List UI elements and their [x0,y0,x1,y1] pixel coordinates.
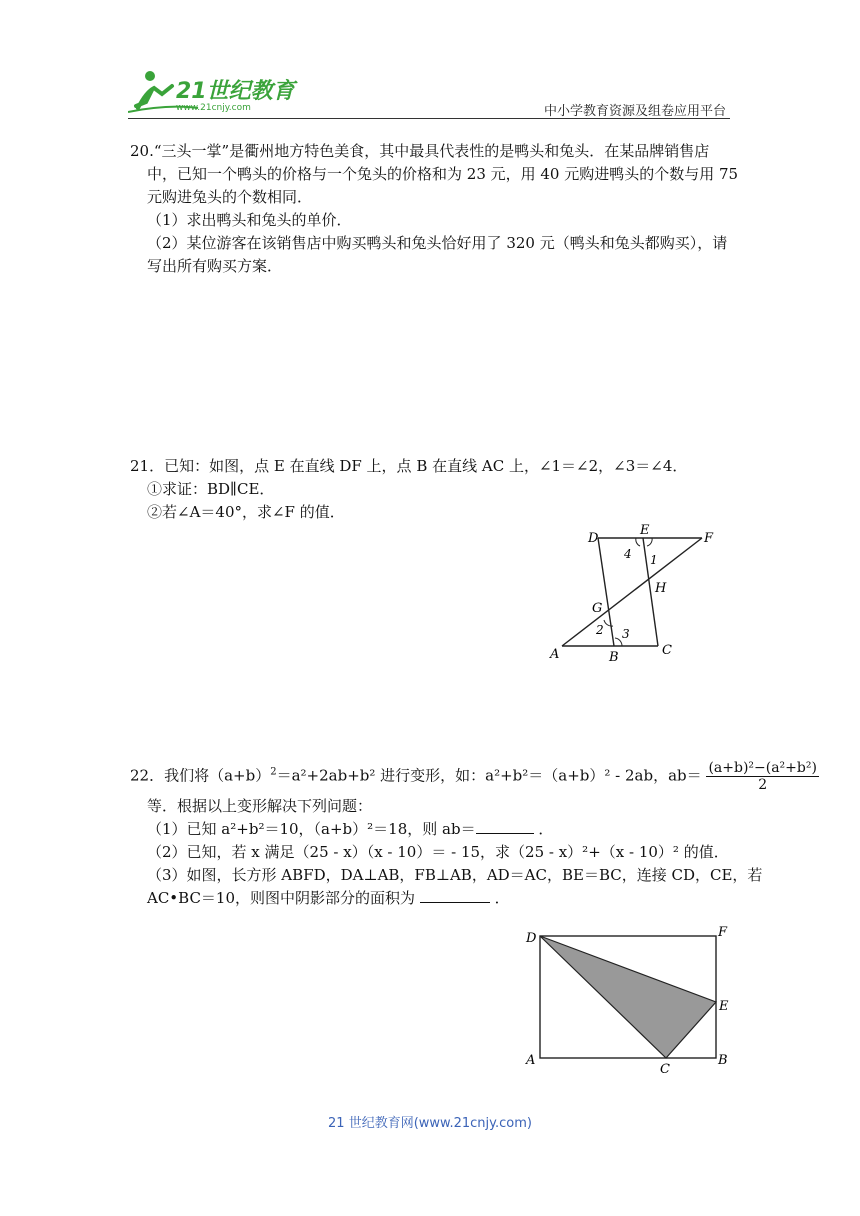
q22-figure [520,922,735,1077]
q20-part2b: 写出所有购买方案． [147,257,283,275]
label-A2: A [526,1053,536,1068]
label-D2: D [526,931,537,946]
label-C2: C [660,1062,670,1077]
q20-line3: 元购进兔头的个数相同． [147,188,313,206]
label-H: H [655,581,667,596]
q22-line1 [130,760,819,793]
q21-part2: ②若∠A＝40°，求∠F 的值． [147,503,345,521]
q21-figure [540,520,730,665]
q22-part1: （1）已知 a²+b²＝10，（a+b）²＝18，则 ab＝ ． [147,820,554,838]
angle-3: 3 [622,627,630,641]
label-D: D [588,531,599,546]
label-C: C [662,643,672,658]
q21-line1: 21．已知：如图，点 E 在直线 DF 上，点 B 在直线 AC 上，∠1＝∠2，∠3＝∠4． [130,457,688,475]
platform-name: 中小学教育资源及组卷应用平台 [543,104,726,119]
label-B2: B [718,1053,728,1068]
label-E: E [640,523,650,538]
footer-link[interactable]: 21 世纪教育网(www.21cnjy.com) [328,1116,532,1131]
svg-text:21世纪教育: 21世纪教育 [176,79,295,104]
label-F: F [704,531,714,546]
shaded-triangle [540,936,716,1058]
label-B: B [609,650,619,665]
q22-frac-num: (a+b)²−(a²+b²) [708,760,817,776]
angle-1: 1 [650,553,658,567]
site-logo [128,68,298,116]
q22-line1-mid: ＝a²+2ab+b² 进行变形，如：a²+b²＝（a+b）² - 2ab，ab＝ [276,766,702,785]
header-divider [128,118,730,119]
q20-part2a: （2）某位游客在该销售店中购买鸭头和兔头恰好用了 320 元（鸭头和兔头都购买），请 [147,234,728,252]
q20-line1: 20.“三头一掌”是衢州地方特色美食，其中最具代表性的是鸭头和兔头．在某品牌销售店 [130,142,710,160]
q21-part1: ①求证：BD∥CE． [147,480,275,498]
q22-sup: 2 [270,766,277,778]
q22-fraction [706,760,819,793]
q22-answer-blank-2 [420,888,490,903]
q22-line1-pre: 22．我们将（a+b） [130,766,271,785]
label-F2: F [718,925,728,940]
label-E2: E [719,999,729,1014]
svg-text:www.21cnjy.com: www.21cnjy.com [176,103,251,113]
angle-2: 2 [596,623,604,637]
q22-part1-text: （1）已知 a²+b²＝10，（a+b）²＝18，则 ab＝ [147,820,476,838]
q20-line2: 中，已知一个鸭头的价格与一个兔头的价格和为 23 元，用 40 元购进鸭头的个数与用 75 [147,165,739,183]
angle-4: 4 [624,547,632,561]
logo-runner-icon [128,68,298,116]
q22-part2: （2）已知，若 x 满足（25 - x）（x - 10）＝ - 15，求（25 - x）²+（x - 10）² 的值． [147,843,729,861]
q22-line2: 等．根据以上变形解决下列问题： [147,797,373,815]
q20-part1: （1）求出鸭头和兔头的单价． [147,211,352,229]
label-A: A [550,647,560,662]
q22-part3b-text: AC•BC＝10，则图中阴影部分的面积为 [147,889,416,907]
q22-part3b: AC•BC＝10，则图中阴影部分的面积为 ． [147,889,510,907]
label-G: G [592,601,603,616]
q22-answer-blank-1 [476,819,534,834]
q22-part3a: （3）如图，长方形 ABFD，DA⊥AB，FB⊥AB，AD＝AC，BE＝BC，连接 CD，CE，若 [147,866,763,884]
q22-frac-den: 2 [758,777,768,793]
